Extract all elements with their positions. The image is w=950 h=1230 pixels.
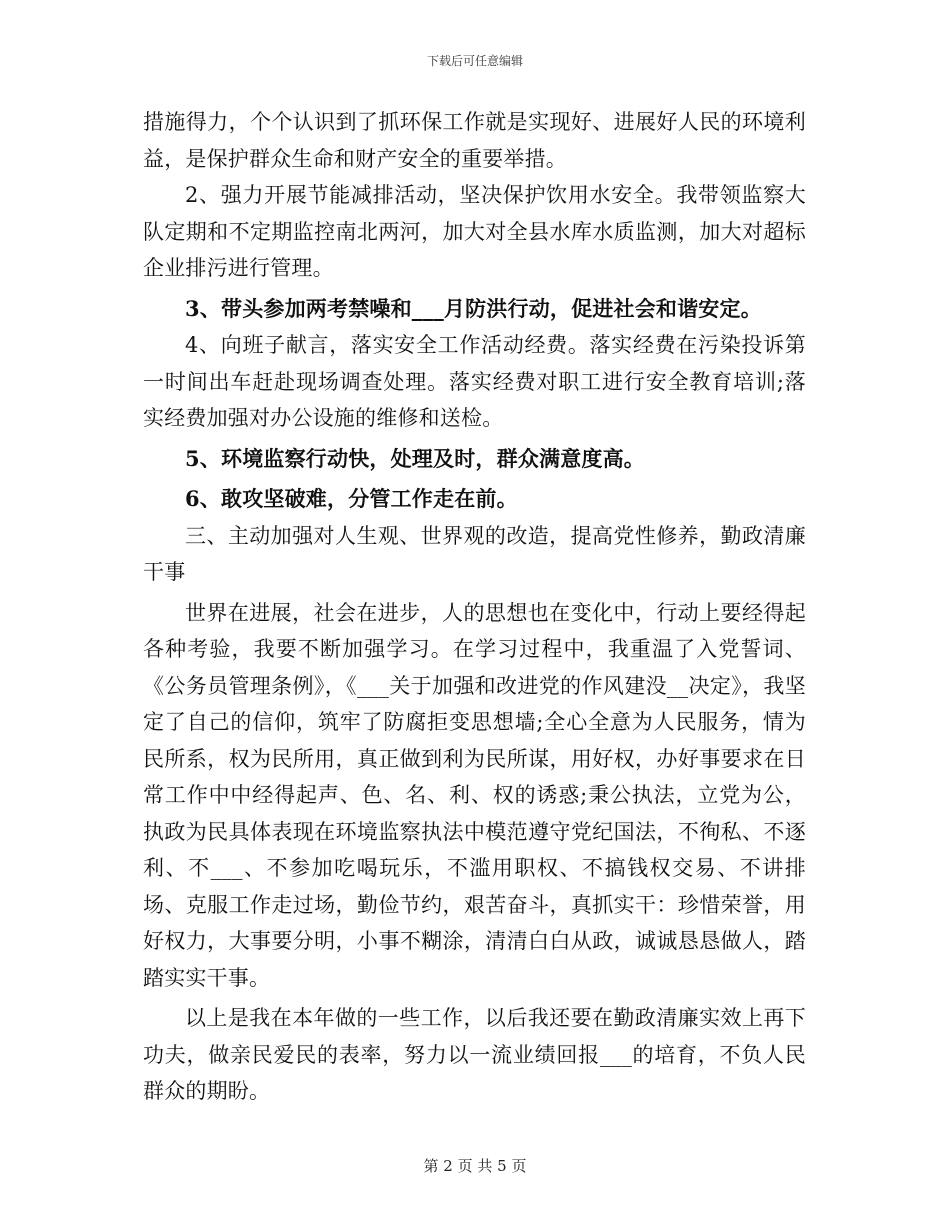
page-header: 下载后可任意编辑 [426,54,523,68]
paragraph-item-4: 4、向班子献言，落实安全工作活动经费。落实经费在污染投诉第一时间出车赶赴现场调查处理。落实经费对职工进行安全教育培训;落实经费加强对办公设施的维修和送检。 [143,333,806,430]
paragraph-item-3: 3、带头参加两考禁噪和___月防洪行动，促进社会和谐安定。 [185,295,762,321]
paragraph-item-5: 5、环境监察行动快，处理及时，群众满意度高。 [185,445,646,471]
paragraph-continuation: 措施得力，个个认识到了抓环保工作就是实现好、进展好人民的环境利益，是保护群众生命和财产安全的重要举措。 [143,110,806,171]
paragraph-item-6: 6、敢攻坚破难，分管工作走在前。 [185,486,518,511]
paragraph-item-2: 2、强力开展节能减排活动，坚决保护饮用水安全。我带领监察大队定期和不定期监控南北两河，加大对全县水库水质监测，加大对超标企业排污进行管理。 [143,183,806,280]
section-heading-3: 三、主动加强对人生观、世界观的改造，提高党性修养，勤政清廉干事 [143,523,806,584]
page-number: 第 2 页 共 5 页 [423,1157,527,1175]
document-body [143,104,806,1110]
paragraph-study: 世界在进展，社会在进步，人的思想也在变化中，行动上要经得起各种考验，我要不断加强学习。在学习过程中，我重温了入党誓词、《公务员管理条例》，《___关于加强和改进党的作风建没__决定》，我坚定了自己的信仰，筑牢了防腐拒变思想墙;全心全意为人民服务，情为民所系，权为民所用，真正做到利为民所谋，用好权，办好事要求在日常工作中中经得起声、色、名、利、权的诱惑;秉公执法，立党为公，执政为民具体表现在环境监察执法中模范遵守党纪国法，不徇私、不逐利、不___、不参加吃喝玩乐，不滥用职权、不搞钱权交易、不讲排场、克服工作走过场，勤俭节约，艰苦奋斗，真抓实干：珍惜荣誉，用好权力，大事要分明，小事不糊涂，清清白白从政，诚诚恳恳做人，踏踏实实干事。 [143,600,806,990]
paragraph-conclusion: 以上是我在本年做的一些工作，以后我还要在勤政清廉实效上再下功夫，做亲民爱民的表率，努力以一流业绩回报___的培育，不负人民群众的期盼。 [143,1006,806,1103]
